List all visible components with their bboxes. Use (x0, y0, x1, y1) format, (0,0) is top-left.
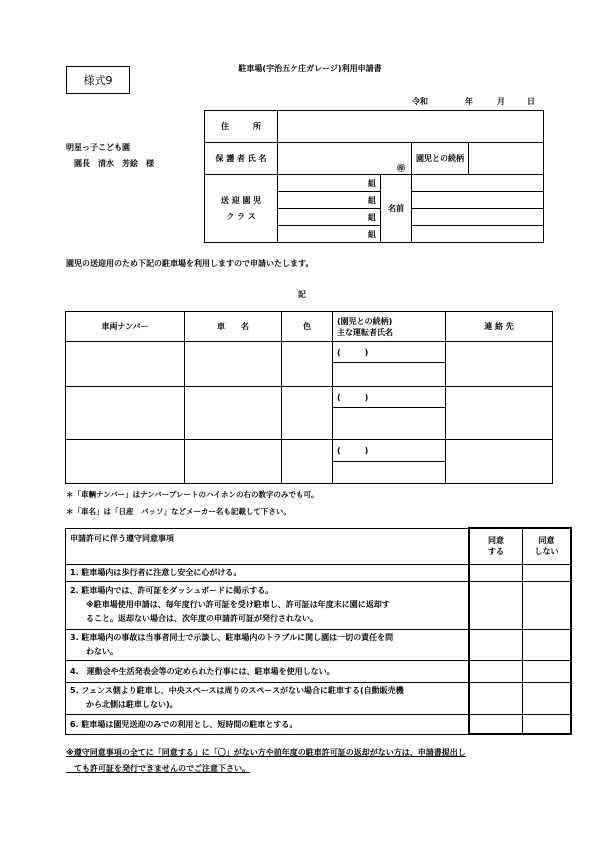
agreement-header: 申請許可に伴う遵守同意事項 (66, 528, 470, 564)
vehicle-number-field[interactable] (66, 387, 185, 440)
note-vehicle-number: ＊「車輌ナンバー」はナンバープレートのハイホンの右の数字のみでも可。 (66, 490, 319, 499)
relation-paren[interactable]: ( ) (333, 440, 446, 462)
agreement-item: 2. 駐車場内では、許可証をダッシュボードに掲示する。 ※駐車場使用申請は、毎年度行い許可証を受け駐車し、許可証は年度末に園に返却す ること。返却ない場合は、次年度の申請許可証が発行されない。 (66, 581, 470, 629)
guardian-field[interactable] (278, 143, 412, 175)
child-name-field[interactable] (412, 175, 544, 192)
name-label: 名前 (381, 175, 412, 243)
agreement-item: 5. フェンス側より駐車し、中央スペースは周りのスペースがない場合に駐車する(自動販売機 から北側は駐車しない)。 (66, 682, 470, 714)
contact-field[interactable] (446, 387, 553, 440)
relation-paren[interactable]: ( ) (333, 387, 446, 408)
driver-name-field[interactable] (333, 408, 446, 440)
header-car-name: 車 名 (185, 312, 282, 342)
child-name-field[interactable] (412, 226, 544, 243)
class-field[interactable] (278, 175, 381, 192)
class-field[interactable] (278, 192, 381, 209)
recipient-principal: 園長 清水 芳絵 様 (74, 159, 154, 168)
ki-label: 記 (298, 290, 306, 299)
relation-paren[interactable]: ( ) (333, 342, 446, 363)
car-name-field[interactable] (185, 387, 282, 440)
class-field[interactable] (278, 226, 381, 243)
child-name-field[interactable] (412, 209, 544, 226)
color-field[interactable] (282, 387, 333, 440)
agreement-item: 1. 駐車場内は歩行者に注意し安全に心がける。 (66, 564, 470, 581)
disagree-cell[interactable] (523, 629, 572, 660)
page-title: 駐車場(宇治五ケ庄ガレージ)利用申請書 (238, 64, 382, 73)
disagree-cell[interactable] (523, 660, 572, 682)
agree-cell[interactable] (469, 714, 523, 734)
note-car-name: ＊「車名」は「日産 パッソ」などメーカー名も記載して下さい。 (66, 507, 291, 516)
vehicle-number-field[interactable] (66, 440, 185, 484)
car-name-field[interactable] (185, 440, 282, 484)
date-day: 日 (527, 97, 535, 106)
vehicle-table (65, 311, 553, 484)
header-vehicle-number: 車両ナンバー (66, 312, 185, 342)
agreement-item: 4. 運動会や生活発表会等の定められた行事には、駐車場を使用しない。 (66, 660, 470, 682)
disagree-header: 同意 しない (523, 528, 572, 564)
agree-cell[interactable] (469, 581, 523, 629)
agree-cell[interactable] (469, 564, 523, 581)
date-era: 令和 (412, 97, 428, 106)
agree-cell[interactable] (469, 682, 523, 714)
agreement-table (65, 527, 572, 735)
address-field[interactable] (278, 111, 544, 143)
seal-mark: ㊞ (397, 164, 405, 173)
class-field[interactable] (278, 209, 381, 226)
class-unit: 組 (368, 178, 376, 188)
disagree-cell[interactable] (523, 682, 572, 714)
agree-header: 同意 する (469, 528, 523, 564)
disagree-cell[interactable] (523, 581, 572, 629)
header-color: 色 (282, 312, 333, 342)
header-driver: (園児との続柄) 主な運転者氏名 (333, 312, 446, 342)
footer-warning: ※遵守同意事項の全てに「同意する」に「〇」がない方や前年度の駐車許可証の返却がない方は、申請書提出し ても許可証を発行できませんのでご注意下さい。 (66, 748, 466, 773)
agree-cell[interactable] (469, 660, 523, 682)
class-unit: 組 (368, 195, 376, 205)
driver-name-field[interactable] (333, 462, 446, 484)
driver-name-field[interactable] (333, 363, 446, 387)
relation-field[interactable] (469, 143, 544, 175)
applicant-table (204, 110, 544, 243)
request-text: 園児の送迎用のため下記の駐車場を利用しますので申請いたします。 (66, 259, 314, 268)
contact-field[interactable] (446, 440, 553, 484)
date-month: 月 (497, 97, 505, 106)
child-name-field[interactable] (412, 192, 544, 209)
car-name-field[interactable] (185, 342, 282, 387)
form-number-box (66, 66, 130, 94)
recipient-school: 明星っ子こども園 (66, 143, 130, 152)
agree-cell[interactable] (469, 629, 523, 660)
agreement-item: 3. 駐車場内の事故は当事者同士で示談し、駐車場内のトラブルに関し園は一切の責任を問 わない。 (66, 629, 470, 660)
class-unit: 組 (368, 212, 376, 222)
header-contact: 連 絡 先 (446, 312, 553, 342)
disagree-cell[interactable] (523, 714, 572, 734)
class-unit: 組 (368, 229, 376, 239)
class-label: 送 迎 園 児 ク ラ ス (205, 175, 278, 243)
address-label: 住 所 (205, 111, 278, 143)
vehicle-number-field[interactable] (66, 342, 185, 387)
disagree-cell[interactable] (523, 564, 572, 581)
relation-label: 園児との続柄 (412, 143, 469, 175)
agreement-item: 6. 駐車場は園児送迎のみでの利用とし、短時間の駐車とする。 (66, 714, 470, 734)
guardian-label: 保 護 者 氏 名 (205, 143, 278, 175)
form-number: 様式9 (83, 74, 113, 87)
date-year: 年 (465, 97, 473, 106)
contact-field[interactable] (446, 342, 553, 387)
color-field[interactable] (282, 440, 333, 484)
color-field[interactable] (282, 342, 333, 387)
